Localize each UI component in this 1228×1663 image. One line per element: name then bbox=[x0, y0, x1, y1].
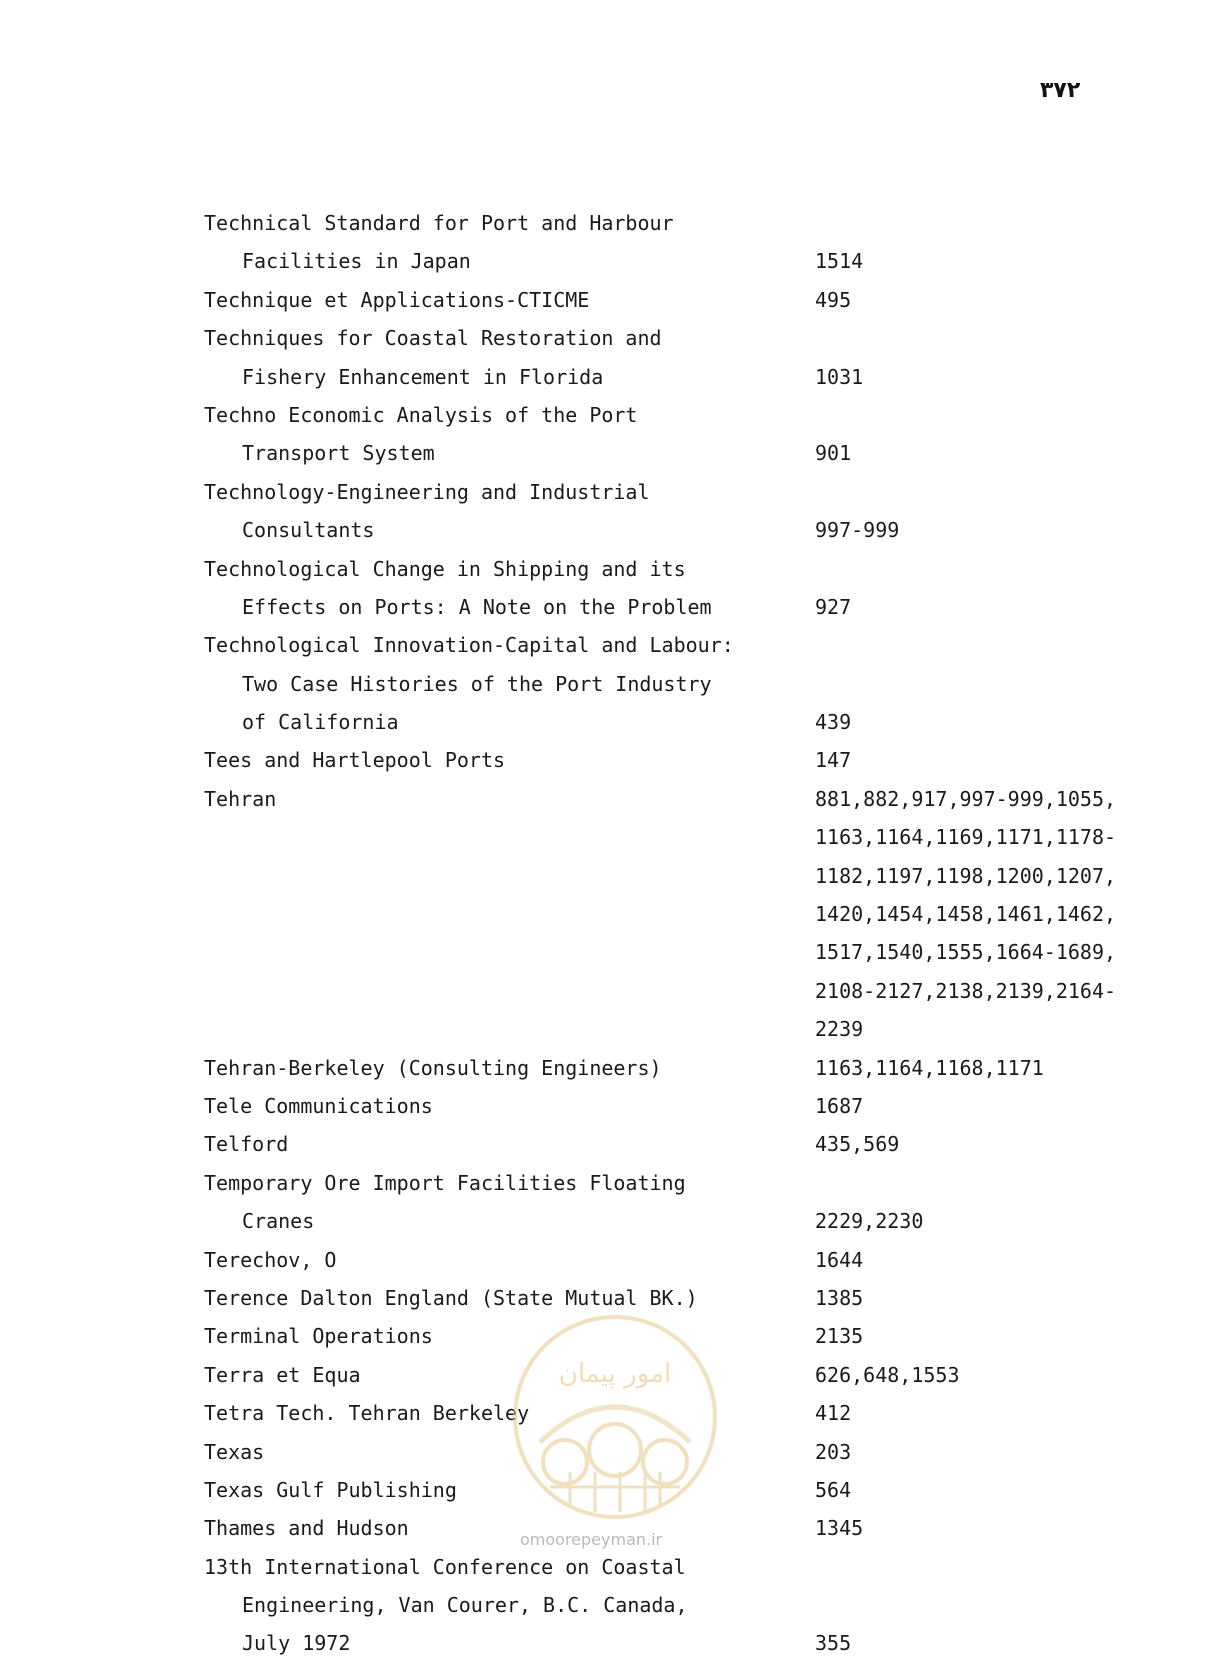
index-term: Terence Dalton England (State Mutual BK.) bbox=[204, 1285, 698, 1310]
index-term: Effects on Ports: A Note on the Problem bbox=[242, 594, 712, 619]
index-pages: 1385 bbox=[815, 1285, 864, 1310]
index-pages: 435,569 bbox=[815, 1132, 900, 1157]
watermark-text: omoorepeyman.ir bbox=[520, 1530, 663, 1549]
index-pages: 1517,1540,1555,1664-1689, bbox=[815, 940, 1117, 965]
index-entry bbox=[0, 473, 1228, 511]
index-pages: 147 bbox=[815, 748, 852, 773]
index-term: Tehran bbox=[204, 786, 277, 811]
index-entry bbox=[0, 972, 1228, 1010]
index-term: Telford bbox=[204, 1132, 289, 1157]
index-pages: 2108-2127,2138,2139,2164- bbox=[815, 978, 1117, 1003]
index-term: Consultants bbox=[242, 518, 375, 543]
index-entry bbox=[0, 319, 1228, 357]
page-number: ۳۷۲ bbox=[1040, 78, 1081, 103]
index-entry bbox=[0, 1548, 1228, 1586]
index-pages: 1182,1197,1198,1200,1207, bbox=[815, 863, 1117, 888]
index-term: Cranes bbox=[242, 1209, 315, 1234]
index-entry bbox=[0, 1624, 1228, 1662]
index-entry bbox=[0, 857, 1228, 895]
index-entry bbox=[0, 281, 1228, 319]
index-entry bbox=[0, 703, 1228, 741]
index-pages: 355 bbox=[815, 1631, 852, 1656]
index-pages: 881,882,917,997-999,1055, bbox=[815, 786, 1117, 811]
index-entry bbox=[0, 434, 1228, 472]
index-term: Terra et Equa bbox=[204, 1362, 361, 1387]
index-pages: 564 bbox=[815, 1477, 852, 1502]
index-entry bbox=[0, 626, 1228, 664]
index-term: 13th International Conference on Coastal bbox=[204, 1554, 686, 1579]
index-term: July 1972 bbox=[242, 1631, 351, 1656]
index-term: Technical Standard for Port and Harbour bbox=[204, 211, 674, 235]
index-pages: 203 bbox=[815, 1439, 852, 1464]
index-entry bbox=[0, 1087, 1228, 1125]
index-entry bbox=[0, 1241, 1228, 1279]
index-entry bbox=[0, 1049, 1228, 1087]
index-term: Terminal Operations bbox=[204, 1324, 433, 1349]
index-pages: 412 bbox=[815, 1401, 852, 1426]
index-list bbox=[0, 204, 1228, 1663]
index-term: Technique et Applications-CTICME bbox=[204, 287, 590, 312]
index-entry bbox=[0, 204, 1228, 242]
index-entry bbox=[0, 242, 1228, 280]
index-term: Tetra Tech. Tehran Berkeley bbox=[204, 1401, 530, 1426]
index-term: Terechov, O bbox=[204, 1247, 337, 1272]
index-entry bbox=[0, 1356, 1228, 1394]
index-term: Thames and Hudson bbox=[204, 1516, 409, 1541]
index-entry bbox=[0, 1471, 1228, 1509]
index-entry bbox=[0, 1010, 1228, 1048]
index-term: Temporary Ore Import Facilities Floating bbox=[204, 1170, 686, 1195]
index-entry bbox=[0, 1202, 1228, 1240]
index-entry bbox=[0, 1433, 1228, 1471]
index-pages: 1163,1164,1169,1171,1178- bbox=[815, 825, 1117, 850]
index-entry bbox=[0, 550, 1228, 588]
index-term: Tees and Hartlepool Ports bbox=[204, 748, 506, 773]
index-entry bbox=[0, 1586, 1228, 1624]
index-term: Technological Innovation-Capital and Labour: bbox=[204, 633, 734, 658]
index-pages: 2135 bbox=[815, 1324, 864, 1349]
index-pages: 1644 bbox=[815, 1247, 864, 1272]
index-entry bbox=[0, 396, 1228, 434]
index-pages: 1345 bbox=[815, 1516, 864, 1541]
index-pages: 1514 bbox=[815, 249, 864, 274]
index-entry bbox=[0, 358, 1228, 396]
watermark-logo-text: امور پیمان bbox=[558, 1359, 672, 1389]
index-pages: 495 bbox=[815, 287, 852, 312]
index-entry bbox=[0, 933, 1228, 971]
index-pages: 439 bbox=[815, 710, 852, 735]
index-entry bbox=[0, 1279, 1228, 1317]
index-entry bbox=[0, 588, 1228, 626]
index-pages: 927 bbox=[815, 594, 852, 619]
index-term: Texas bbox=[204, 1439, 265, 1464]
index-pages: 1687 bbox=[815, 1093, 864, 1118]
index-pages: 1031 bbox=[815, 364, 864, 389]
index-term: Transport System bbox=[242, 441, 435, 466]
index-entry bbox=[0, 1317, 1228, 1355]
index-term: Techno Economic Analysis of the Port bbox=[204, 402, 638, 427]
index-pages: 2239 bbox=[815, 1017, 864, 1042]
index-entry bbox=[0, 511, 1228, 549]
index-pages: 901 bbox=[815, 441, 852, 466]
index-term: Technological Change in Shipping and its bbox=[204, 556, 686, 581]
index-term: Technology-Engineering and Industrial bbox=[204, 479, 650, 504]
index-entry bbox=[0, 665, 1228, 703]
index-entry bbox=[0, 1125, 1228, 1163]
index-term: Facilities in Japan bbox=[242, 249, 471, 274]
index-entry bbox=[0, 895, 1228, 933]
index-term: Engineering, Van Courer, B.C. Canada, bbox=[242, 1593, 688, 1618]
index-term: Texas Gulf Publishing bbox=[204, 1477, 457, 1502]
index-entry bbox=[0, 1164, 1228, 1202]
index-term: Two Case Histories of the Port Industry bbox=[242, 671, 712, 696]
index-term: Techniques for Coastal Restoration and bbox=[204, 326, 662, 351]
index-entry bbox=[0, 818, 1228, 856]
index-entry bbox=[0, 741, 1228, 779]
index-term: Tele Communications bbox=[204, 1093, 433, 1118]
index-term: Fishery Enhancement in Florida bbox=[242, 364, 604, 389]
index-term: of California bbox=[242, 710, 399, 735]
index-pages: 1163,1164,1168,1171 bbox=[815, 1055, 1044, 1080]
index-term: Tehran-Berkeley (Consulting Engineers) bbox=[204, 1055, 662, 1080]
index-pages: 997-999 bbox=[815, 518, 900, 543]
index-pages: 626,648,1553 bbox=[815, 1362, 960, 1387]
index-pages: 2229,2230 bbox=[815, 1209, 924, 1234]
index-entry bbox=[0, 1394, 1228, 1432]
index-entry bbox=[0, 780, 1228, 818]
index-pages: 1420,1454,1458,1461,1462, bbox=[815, 902, 1117, 927]
